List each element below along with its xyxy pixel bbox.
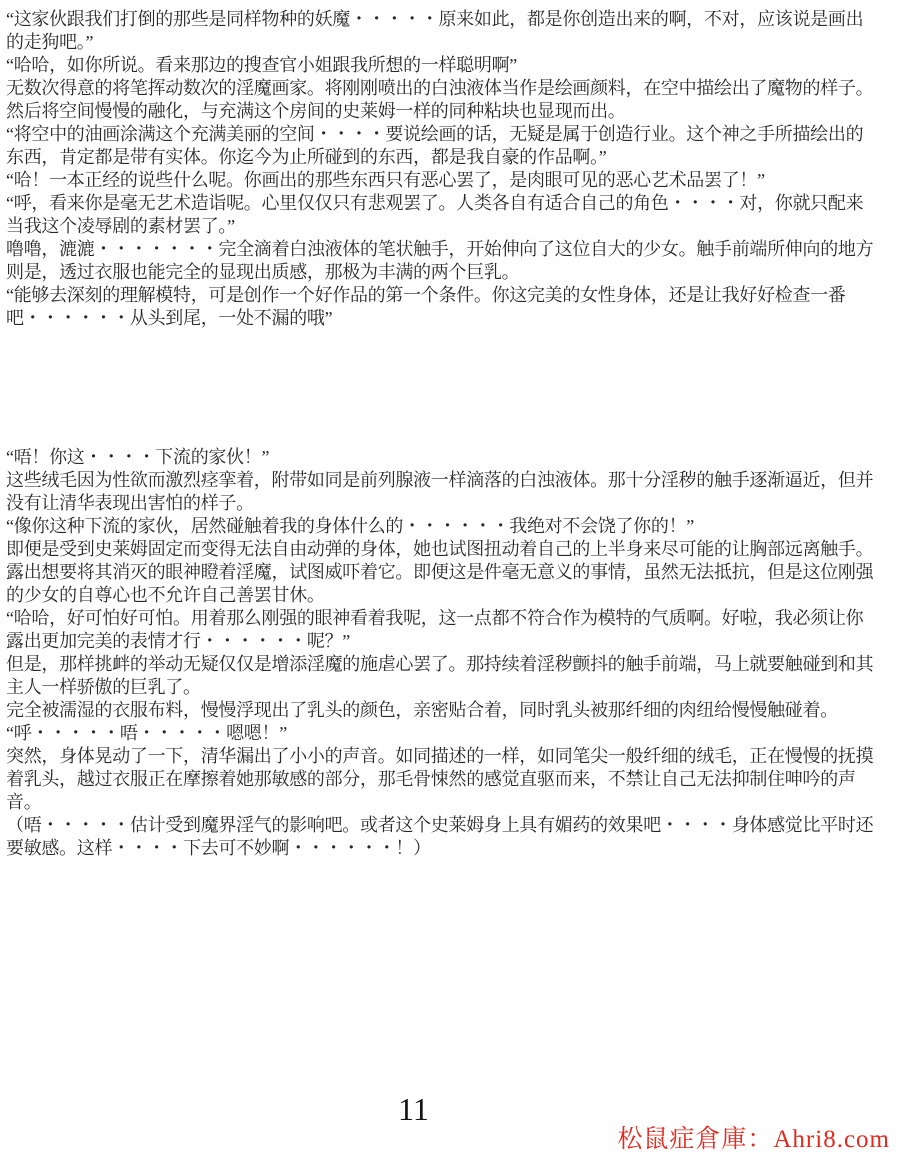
text-line: 突然，身体晃动了一下，清华漏出了小小的声音。如同描述的一样，如同笔尖一般纤细的绒毛，正在慢慢的抚摸 (6, 746, 874, 766)
text-line: “哈哈，好可怕好可怕。用着那么刚强的眼神看着我呢，这一点都不符合作为模特的气质啊。好啦，我必须让你 (6, 608, 864, 628)
text-line: “呼，看来你是毫无艺术造诣呢。心里仅仅只有悲观罢了。人类各自有适合自己的角色・・・・对，你就只配来 (6, 193, 864, 213)
text-line: 吧・・・・・・从头到尾，一处不漏的哦” (6, 308, 333, 328)
text-line: “将空中的油画涂满这个充满美丽的空间・・・・要说绘画的话，无疑是属于创造行业。这个神之手所描绘出的 (6, 124, 864, 144)
text-line: 当我这个凌辱剧的素材罢了。” (6, 216, 235, 236)
text-line: “像你这种下流的家伙，居然碰触着我的身体什么的・・・・・・我绝对不会饶了你的！” (6, 516, 694, 536)
text-line: 的少女的自尊心也不允许自己善罢甘休。 (6, 585, 325, 605)
text-line: 东西，肯定都是带有实体。你迄今为止所碰到的东西，都是我自豪的作品啊。” (6, 147, 607, 167)
text-line: “这家伙跟我们打倒的那些是同样物种的妖魔・・・・・原来如此，都是你创造出来的啊，不对，应该说是画出 (6, 9, 864, 29)
text-line: “哈哈，如你所说。看来那边的搜查官小姐跟我所想的一样聪明啊” (6, 55, 517, 75)
text-line: 这些绒毛因为性欲而激烈痉挛着，附带如同是前列腺液一样滴落的白浊液体。那十分淫秽的触手逐渐逼近，但并 (6, 470, 874, 490)
text-line: （唔・・・・・估计受到魔界淫气的影响吧。或者这个史莱姆身上具有媚药的效果吧・・・・身体感觉比平时还 (6, 815, 874, 835)
text-line: “呼・・・・・唔・・・・・嗯嗯！” (6, 723, 287, 743)
text-line: 音。 (6, 792, 42, 812)
text-line: 要敏感。这样・・・・下去可不妙啊・・・・・・！） (6, 838, 431, 858)
page-number: 11 (398, 1091, 429, 1127)
text-line: “哈！一本正经的说些什么呢。你画出的那些东西只有恶心罢了，是肉眼可见的恶心艺术品罢了！” (6, 170, 765, 190)
text-line: 无数次得意的将笔挥动数次的淫魔画家。将刚刚喷出的白浊液体当作是绘画颜料，在空中描绘出了魔物的样子。 (6, 78, 874, 98)
paragraph-block-2 (6, 446, 896, 860)
text-line: 但是，那样挑衅的举动无疑仅仅是增添淫魔的施虐心罢了。那持续着淫秽颤抖的触手前端，马上就要触碰到和其 (6, 654, 874, 674)
text-line: 完全被濡湿的衣服布料，慢慢浮现出了乳头的颜色，亲密贴合着，同时乳头被那纤细的肉纽给慢慢触碰着。 (6, 700, 838, 720)
text-line: 则是，透过衣服也能完全的显现出质感，那极为丰满的两个巨乳。 (6, 262, 520, 282)
text-line: 即便是受到史莱姆固定而变得无法自由动弹的身体，她也试图扭动着自己的上半身来尽可能的让胸部远离触手。 (6, 539, 874, 559)
watermark: 松鼠症倉庫：Ahri8.com (617, 1126, 890, 1153)
text-line: 没有让清华表现出害怕的样子。 (6, 493, 254, 513)
text-line: 主人一样骄傲的巨乳了。 (6, 677, 201, 697)
text-line: 然后将空间慢慢的融化，与充满这个房间的史莱姆一样的同种粘块也显现而出。 (6, 101, 626, 121)
text-line: “能够去深刻的理解模特，可是创作一个好作品的第一个条件。你这完美的女性身体，还是让我好好检查一番 (6, 285, 846, 305)
paragraph-block-1 (6, 8, 896, 330)
text-line: 露出想要将其消灭的眼神瞪着淫魔，试图威吓着它。即便这是件毫无意义的事情，虽然无法抵抗，但是这位刚强 (6, 562, 874, 582)
text-line: 着乳头，越过衣服正在摩擦着她那敏感的部分，那毛骨悚然的感觉直驱而来，不禁让自己无法抑制住呻吟的声 (6, 769, 856, 789)
text-line: 噜噜，漉漉・・・・・・・完全滴着白浊液体的笔状触手，开始伸向了这位自大的少女。触手前端所伸向的地方 (6, 239, 874, 259)
text-line: “唔！你这・・・・下流的家伙！” (6, 447, 270, 467)
text-line: 的走狗吧。” (6, 32, 94, 52)
text-line: 露出更加完美的表情才行・・・・・・呢？” (6, 631, 350, 651)
